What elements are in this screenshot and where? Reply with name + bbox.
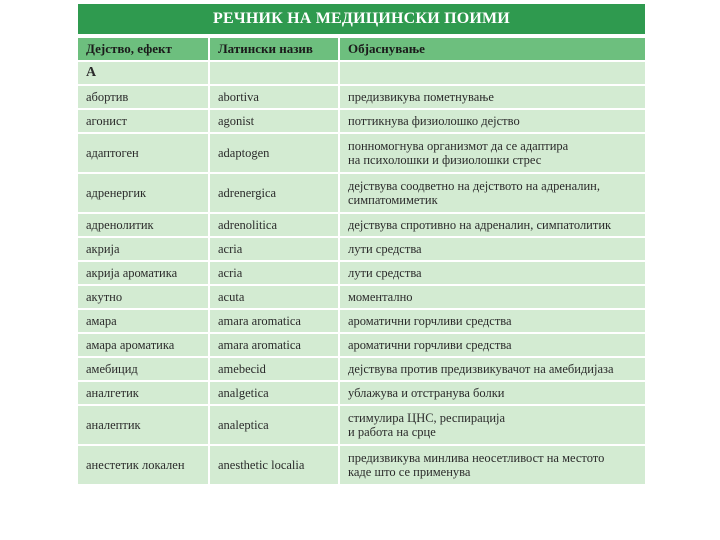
effect-cell: амебицид (78, 358, 208, 380)
effect-cell: аналгетик (78, 382, 208, 404)
table-row (78, 382, 645, 404)
table-row (78, 134, 645, 172)
header-explanation: Објаснување (338, 38, 645, 60)
effect-cell: адренолитик (78, 214, 208, 236)
header-row (78, 38, 645, 60)
explanation-cell: дејствува соодветно на дејството на адреналин, симпатомиметик (338, 174, 645, 212)
latin-cell: agonist (208, 110, 338, 132)
effect-cell: амара (78, 310, 208, 332)
latin-cell: adaptogen (208, 134, 338, 172)
effect-cell: акрија (78, 238, 208, 260)
explanation-cell: ублажува и отстранува болки (338, 382, 645, 404)
table-row (78, 446, 645, 484)
effect-cell: акутно (78, 286, 208, 308)
latin-cell: analeptica (208, 406, 338, 444)
explanation-cell: лути средства (338, 262, 645, 284)
section-empty-cell (208, 62, 338, 84)
table-row (78, 286, 645, 308)
header-effect: Дејство, ефект (78, 38, 208, 60)
glossary-table (78, 36, 645, 486)
latin-cell: amebecid (208, 358, 338, 380)
latin-cell: amara aromatica (208, 334, 338, 356)
latin-cell: analgetica (208, 382, 338, 404)
effect-cell: адренергик (78, 174, 208, 212)
table-row (78, 86, 645, 108)
glossary-sheet (78, 4, 645, 486)
latin-cell: adrenolitica (208, 214, 338, 236)
table-row (78, 334, 645, 356)
explanation-cell: поттикнува физиолошко дејство (338, 110, 645, 132)
explanation-cell: понномогнува организмот да се адаптира на психолошки и физиолошки стрес (338, 134, 645, 172)
effect-cell: абортив (78, 86, 208, 108)
table-row (78, 358, 645, 380)
latin-cell: abortiva (208, 86, 338, 108)
section-empty-cell (338, 62, 645, 84)
header-latin: Латински назив (208, 38, 338, 60)
explanation-cell: лути средства (338, 238, 645, 260)
page-title: РЕЧНИК НА МЕДИЦИНСКИ ПОИМИ (78, 4, 645, 34)
explanation-cell: моментално (338, 286, 645, 308)
latin-cell: acria (208, 238, 338, 260)
effect-cell: аналептик (78, 406, 208, 444)
latin-cell: adrenergica (208, 174, 338, 212)
latin-cell: anesthetic localia (208, 446, 338, 484)
section-letter: А (78, 62, 208, 84)
latin-cell: acuta (208, 286, 338, 308)
effect-cell: адаптоген (78, 134, 208, 172)
table-row (78, 238, 645, 260)
explanation-cell: дејствува против предизвикувачот на амебидијаза (338, 358, 645, 380)
table-row (78, 174, 645, 212)
latin-cell: amara aromatica (208, 310, 338, 332)
explanation-cell: дејствува спротивно на адреналин, симпатолитик (338, 214, 645, 236)
effect-cell: анестетик локален (78, 446, 208, 484)
effect-cell: агонист (78, 110, 208, 132)
effect-cell: амара ароматика (78, 334, 208, 356)
effect-cell: акрија ароматика (78, 262, 208, 284)
table-row (78, 262, 645, 284)
explanation-cell: предизвикува минлива неосетливост на местото каде што се применува (338, 446, 645, 484)
explanation-cell: стимулира ЦНС, респирација и работа на срце (338, 406, 645, 444)
section-row (78, 62, 645, 84)
latin-cell: acria (208, 262, 338, 284)
table-row (78, 406, 645, 444)
table-row (78, 110, 645, 132)
table-row (78, 214, 645, 236)
explanation-cell: ароматични горчливи средства (338, 334, 645, 356)
table-row (78, 310, 645, 332)
explanation-cell: предизвикува пометнување (338, 86, 645, 108)
explanation-cell: ароматични горчливи средства (338, 310, 645, 332)
